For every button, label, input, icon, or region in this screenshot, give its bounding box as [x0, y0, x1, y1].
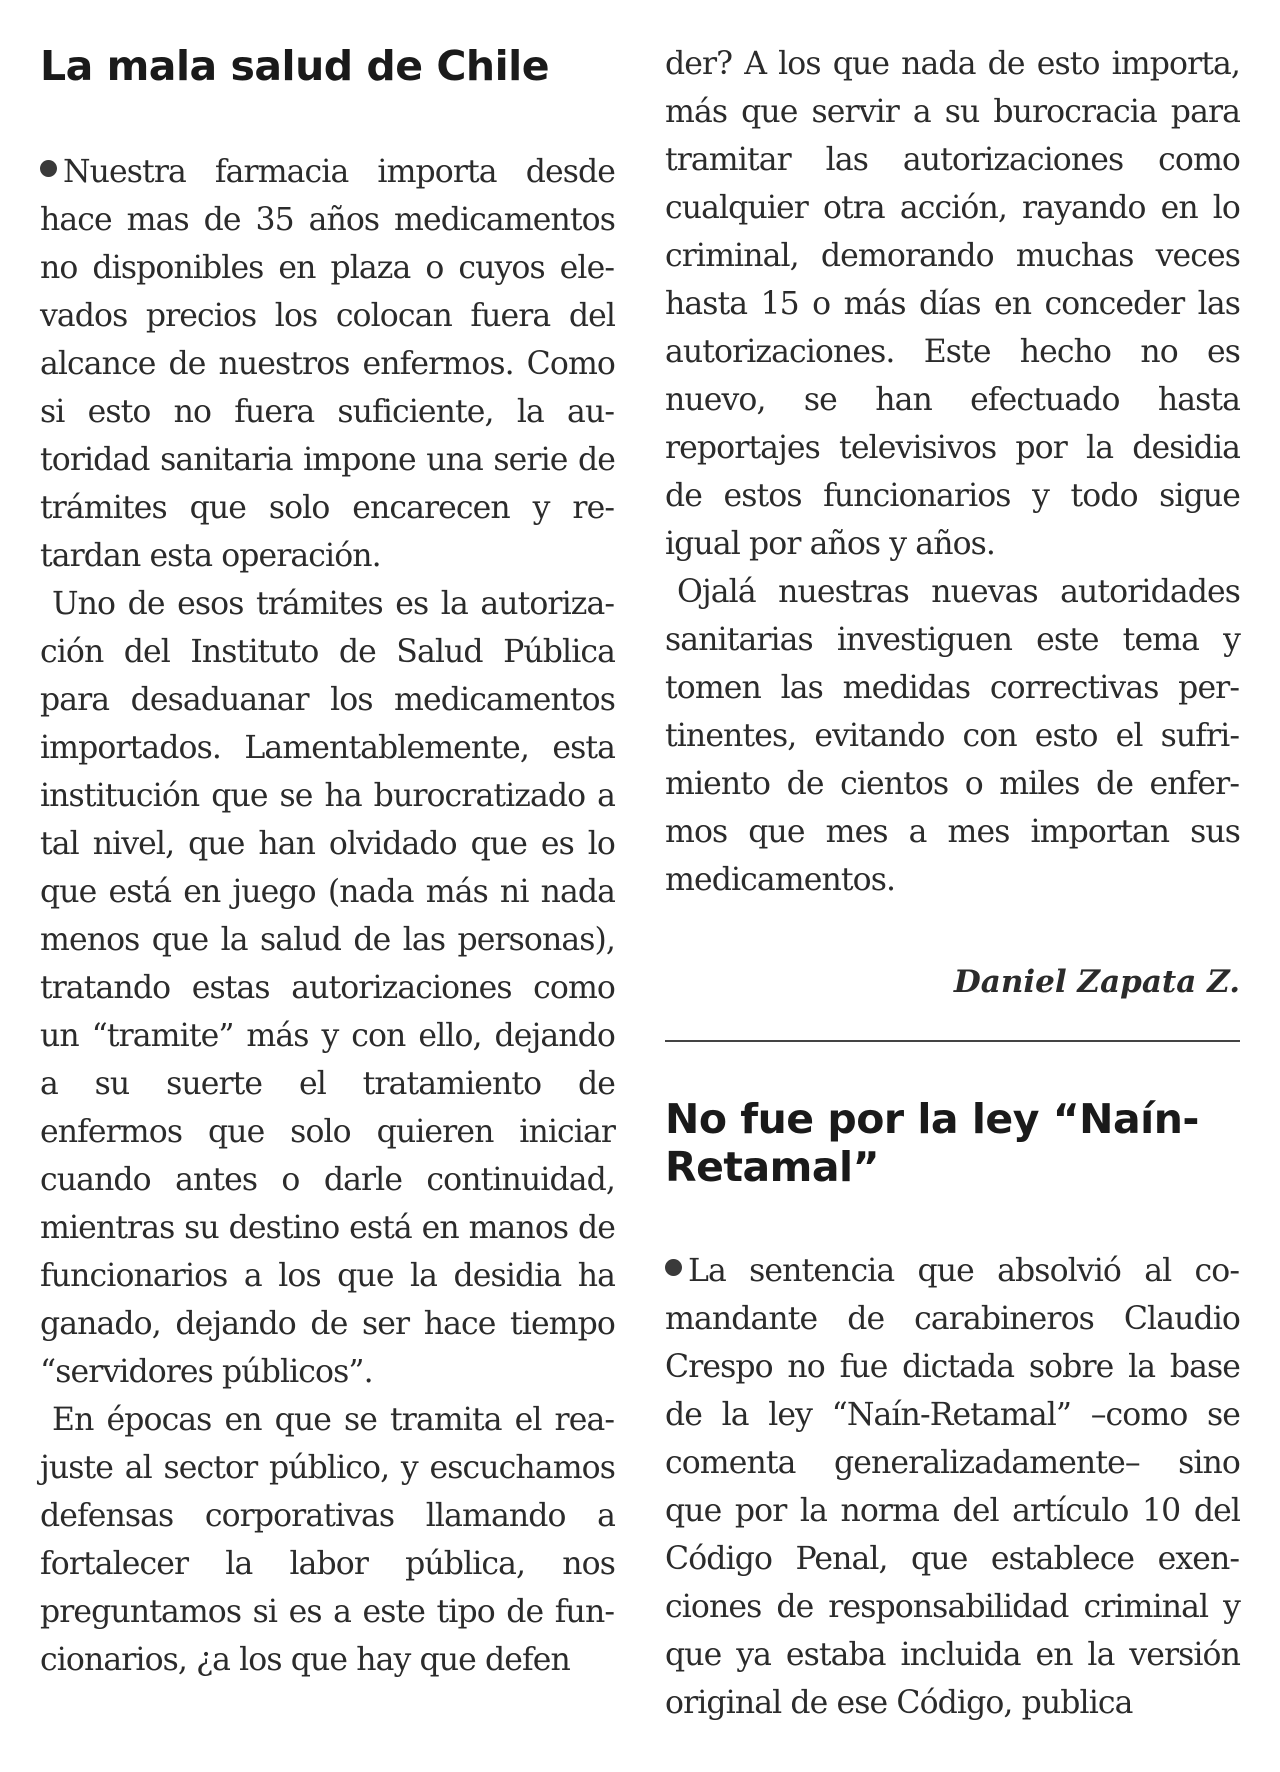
- article-2-body: [665, 1247, 1240, 1727]
- article-1-body-right: [665, 40, 1240, 904]
- article-1-signature: Daniel Zapata Z.: [953, 964, 1240, 1000]
- article-1-paragraph-3-text-a: En épocas en que se tramita el reajuste al sector público, y escuchamos defensas corporativas llamando a fortalecer la labor pública, nos preguntamos si es a este tipo de funcionarios, ¿a los que hay que defen: [40, 1402, 615, 1678]
- article-1-paragraph-3-part-1: [40, 1396, 615, 1684]
- bullet-icon: [665, 1259, 682, 1276]
- article-1-paragraph-3-text-b: der? A los que nada de esto importa, más que servir a su burocracia para tramitar las autorizaciones como cualquier otra acción, rayando en lo criminal, demorando muchas veces hasta 15 o más días en conceder las autorizaciones. Este hecho no es nuevo, se han efectuado hasta reportajes televisivos por la desidia de estos funcionarios y todo sigue igual por años y años.: [665, 46, 1240, 562]
- article-1-title: La mala salud de Chile: [40, 42, 550, 90]
- article-1-paragraph-3-part-2: [665, 40, 1240, 568]
- article-2-title: No fue por la ley “Naín-Retamal”: [665, 1095, 1199, 1191]
- article-1-body-left: [40, 148, 615, 1684]
- article-2-paragraph-1-text: La sentencia que absolvió al comandante de carabineros Claudio Crespo no fue dictada sobre la base de la ley “Naín-Retamal” –como se comenta generalizadamente– sino que por la norma del artículo 10 del Código Penal, que establece exenciones de responsabilidad criminal y que ya estaba incluida en la versión original de ese Código, publica: [665, 1253, 1240, 1721]
- article-1-paragraph-1-text: Nuestra farmacia importa desde hace mas de 35 años medicamentos no disponibles en plaza o cuyos elevados precios los colocan fuera del alcance de nuestros enfermos. Como si esto no fuera suficiente, la autoridad sanitaria impone una serie de trámites que solo encarecen y retardan esta operación.: [40, 154, 615, 574]
- article-1-paragraph-4: Ojalá nuestras nuevas autoridades sanitarias investiguen este tema y tomen las medidas correctivas pertinentes, evitando con esto el sufrimiento de cientos o miles de enfermos que mes a mes importan sus medicamentos.: [665, 574, 1240, 898]
- article-1-paragraph-1: [40, 148, 615, 580]
- article-1-paragraph-2: Uno de esos trámites es la autorización del Instituto de Salud Pública para desaduanar los medicamentos importados. Lamentablemente, esta institución que se ha burocratizado a tal nivel, que han olvidado que es lo que está en juego (nada más ni nada menos que la salud de las personas), tratando estas autorizaciones como un “tramite” más y con ello, dejando a su suerte el tratamiento de enfermos que solo quieren iniciar cuando antes o darle continuidad, mientras su destino está en manos de funcionarios a los que la desidia ha ganado, dejando de ser hace tiempo “servidores públicos”.: [40, 586, 615, 1390]
- bullet-icon: [40, 160, 57, 177]
- article-2-paragraph-1: [665, 1247, 1240, 1727]
- article-divider: [665, 1040, 1240, 1042]
